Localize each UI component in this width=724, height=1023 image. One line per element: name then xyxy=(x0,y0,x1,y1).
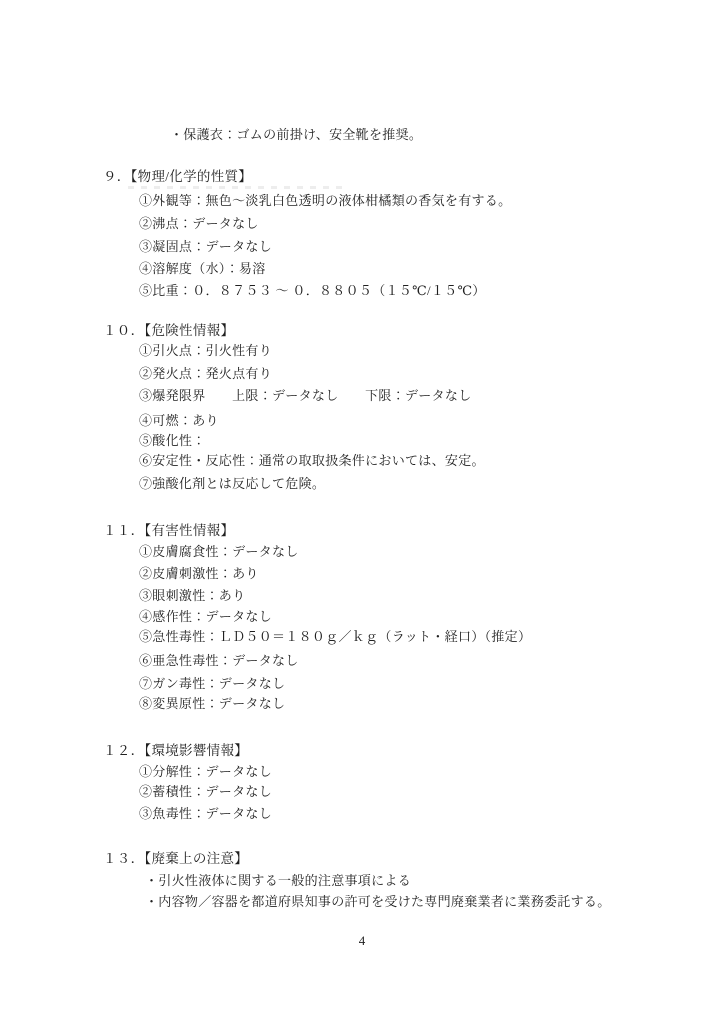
section-12-item-accumulation: ②蓄積性：データなし xyxy=(139,784,273,799)
section-9-item-appearance: ①外観等：無色～淡乳白色透明の液体柑橘類の香気を有する。 xyxy=(139,193,512,208)
section-13-item-disposal-contractor-note: ・内容物／容器を都道府県知事の許可を受けた専門廃棄業者に業務委託する。 xyxy=(145,894,611,909)
section-10-item-ignition-point: ②発火点：発火点有り xyxy=(139,366,273,381)
section-10-item-strong-oxidizer: ⑦強酸化剤とは反応して危険。 xyxy=(139,476,326,491)
section-11-item-sensitization: ④感作性：データなし xyxy=(139,609,273,624)
section-9-item-freezing-point: ③凝固点：データなし xyxy=(139,239,273,254)
section-9-item-solubility: ④溶解度（水）：易溶 xyxy=(139,261,266,276)
section-11-item-acute-toxicity: ⑤急性毒性：ＬＤ５０＝１８０ｇ／ｋｇ（ラット・経口）（推定） xyxy=(139,629,532,644)
section-10-heading: １０．【危険性情報】 xyxy=(103,323,235,338)
section-9-heading: ９．【物理/化学的性質】 xyxy=(103,169,253,184)
section-11-item-eye-irritation: ③眼刺激性：あり xyxy=(139,588,246,603)
page-number: 4 xyxy=(358,933,366,948)
section-10-item-stability: ⑥安定性・反応性：通常の取取扱条件においては、安定。 xyxy=(139,453,485,468)
section-11-item-skin-corrosion: ①皮膚腐食性：データなし xyxy=(139,544,299,559)
section-11-item-subacute-toxicity: ⑥亜急性毒性：データなし xyxy=(139,653,299,668)
section-13-heading: １３．【廃棄上の注意】 xyxy=(103,851,249,866)
section-12-item-fish-toxicity: ③魚毒性：データなし xyxy=(139,806,273,821)
section-11-item-skin-irritation: ②皮膚刺激性：あり xyxy=(139,566,259,581)
section-11-item-mutagenicity: ⑧変異原性：データなし xyxy=(139,696,286,711)
section-13-item-flammable-liquid-note: ・引火性液体に関する一般的注意事項による xyxy=(145,873,412,888)
section-10-item-flammability: ④可燃：あり xyxy=(139,413,219,428)
section-12-item-degradability: ①分解性：データなし xyxy=(139,764,273,779)
protective-clothing-note: ・保護衣：ゴムの前掛け、安全靴を推奨。 xyxy=(170,127,423,142)
section-9-item-specific-gravity: ⑤比重：０．８７５３ ～ ０．８８０５（１５℃/１５℃） xyxy=(139,283,486,298)
section-9-item-boiling-point: ②沸点：データなし xyxy=(139,216,259,231)
section-12-heading: １２．【環境影響情報】 xyxy=(103,743,249,758)
scan-artifact xyxy=(128,186,343,189)
section-10-item-flash-point: ①引火点：引火性有り xyxy=(139,343,273,358)
section-10-item-oxidizing: ⑤酸化性： xyxy=(139,433,206,448)
section-11-item-carcinogenicity: ⑦ガン毒性：データなし xyxy=(139,676,286,691)
section-10-item-explosion-limits: ③爆発限界 上限：データなし 下限：データなし xyxy=(139,388,472,403)
section-11-heading: １１．【有害性情報】 xyxy=(103,523,235,538)
